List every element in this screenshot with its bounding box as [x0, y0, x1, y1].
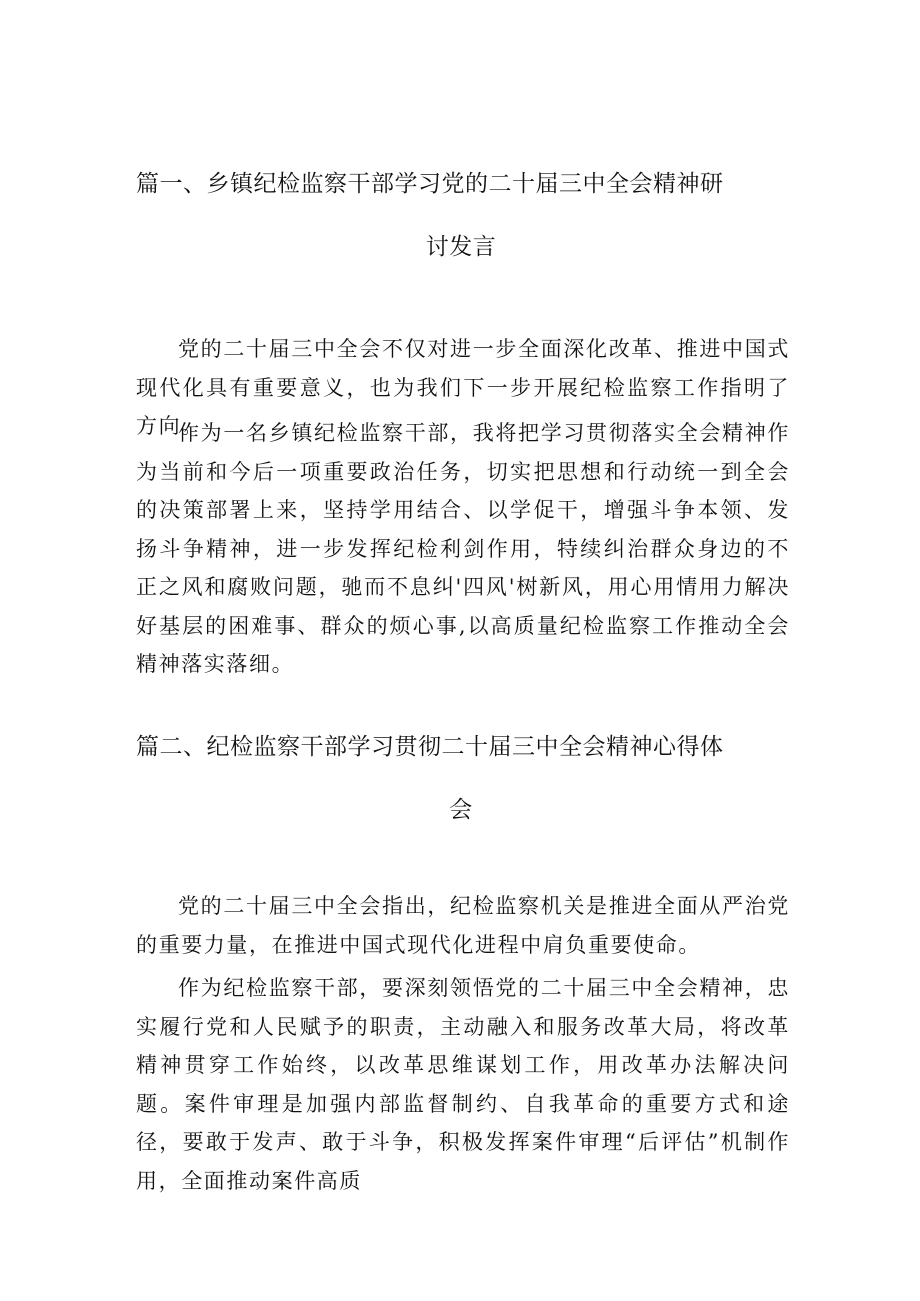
section-2-title-line-2: 会 [449, 797, 473, 823]
section-1-paragraph-2: 作为一名乡镇纪检监察干部，我将把学习贯彻落实全会精神作为当前和今后一项重要政治任务，切实把思想和行动统一到全会的决策部署上来，坚持学用结合、以学促干，增强斗争本领、发扬斗争精神，进一步发挥纪检利剑作用，特续纠治群众身边的不正之风和腐败问题，驰而不息纠'四风'树新风，用心用情用力解决好基层的困难事、群众的烦心事,以高质量纪检监察工作推动全会精神落实落细。 [136, 421, 790, 676]
section-2-paragraph-1: 党的二十届三中全会指出，纪检监察机关是推进全面从严治党的重要力量，在推进中国式现代化进程中肩负重要使命。 [136, 894, 790, 957]
section-2-title-line-1: 篇二、纪检监察干部学习贯彻二十届三中全会精神心得体 [136, 734, 724, 760]
section-1-paragraph-1: 党的二十届三中全会不仅对进一步全面深化改革、推进中国式现代化具有重要意义，也为我们下一步开展纪检监察工作指明了方向。 [136, 337, 790, 438]
section-2-paragraph-2: 作为纪检监察干部，要深刻领悟党的二十届三中全会精神，忠实履行党和人民赋予的职责，主动融入和服务改革大局，将改革精神贯穿工作始终，以改革思维谋划工作，用改革办法解决问题。案件审理是加强内部监督制约、自我革命的重要方式和途径，要敢于发声、敢于斗争，积极发挥案件审理“后评估”机制作用，全面推动案件高质 [136, 976, 790, 1193]
section-2-title [136, 716, 786, 842]
section-1-title-line-1: 篇一、乡镇纪检监察干部学习党的二十届三中全会精神研 [136, 171, 724, 197]
section-1-title-line-2: 讨发言 [425, 234, 497, 260]
section-1-title [136, 153, 786, 279]
